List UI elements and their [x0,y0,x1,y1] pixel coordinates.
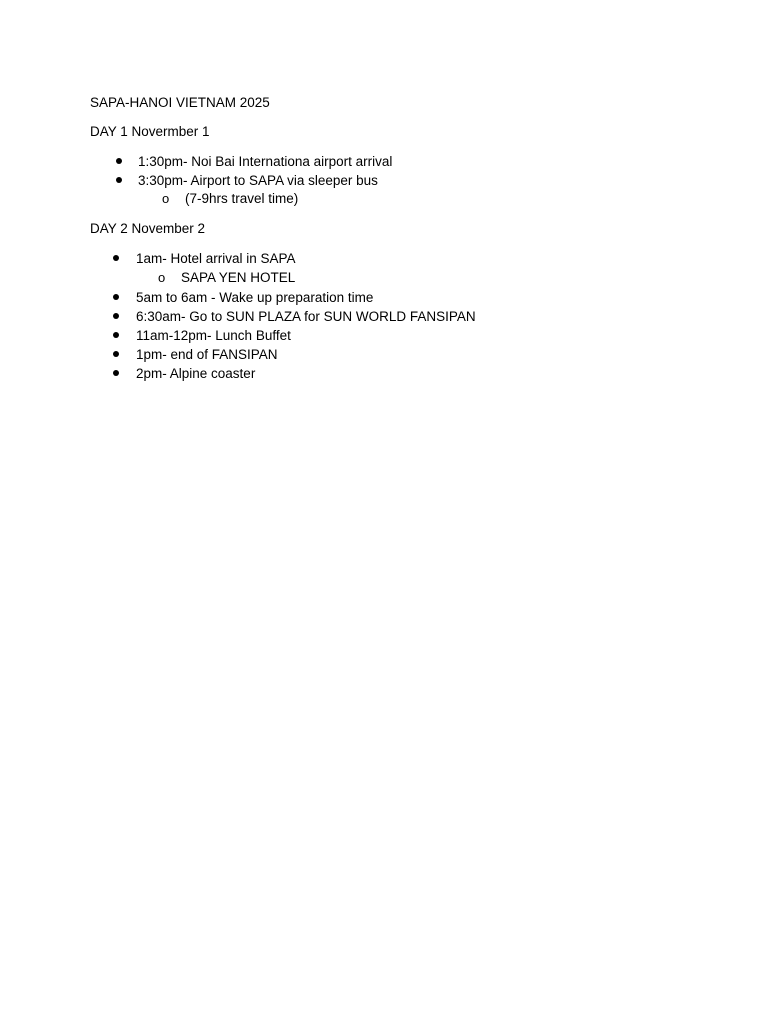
day2-item-4: 11am-12pm- Lunch Buffet [136,328,291,343]
sub-bullet-icon: o [162,191,170,206]
day2-subitem-1: SAPA YEN HOTEL [181,270,296,285]
day1-subitem-1: (7-9hrs travel time) [185,191,299,206]
bullet-icon [113,370,119,376]
bullet-icon [113,294,119,300]
day2-item-2: 5am to 6am - Wake up preparation time [136,290,374,305]
bullet-icon [116,158,122,164]
day2-heading: DAY 2 November 2 [90,221,206,236]
bullet-icon [113,332,119,338]
bullet-icon [113,313,119,319]
sub-bullet-icon: o [158,270,166,285]
day2-item-3: 6:30am- Go to SUN PLAZA for SUN WORLD FANSIPAN [136,309,476,324]
bullet-icon [116,177,122,183]
day1-heading: DAY 1 Novermber 1 [90,124,210,139]
day2-item-6: 2pm- Alpine coaster [136,366,256,381]
day1-item-1: 1:30pm- Noi Bai Internationa airport arrival [138,154,393,169]
day2-item-5: 1pm- end of FANSIPAN [136,347,278,362]
bullet-icon [113,255,119,261]
document-title: SAPA-HANOI VIETNAM 2025 [90,95,270,110]
day1-item-2: 3:30pm- Airport to SAPA via sleeper bus [138,173,378,188]
bullet-icon [113,351,119,357]
day2-item-1: 1am- Hotel arrival in SAPA [136,251,296,266]
